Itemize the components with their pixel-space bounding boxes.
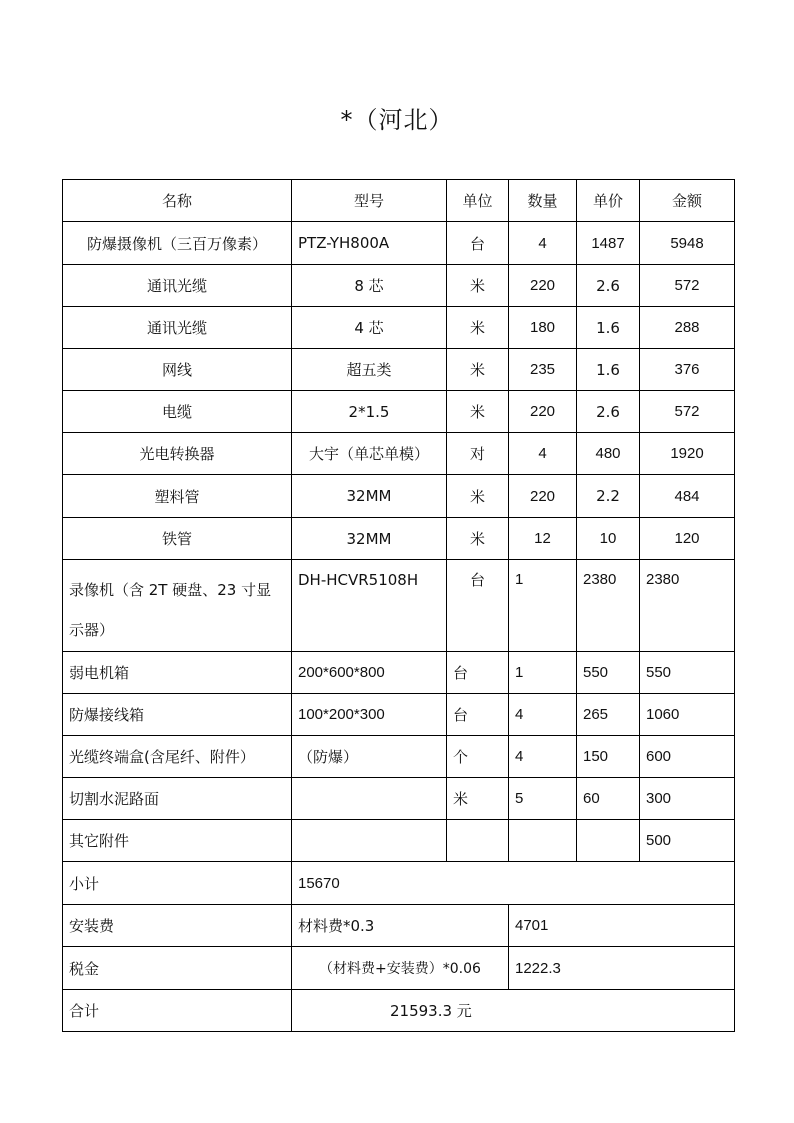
item-amount: 500 [640,820,735,862]
item-qty: 5 [509,778,577,820]
item-price: 1.6 [577,349,640,391]
item-price: 2.2 [577,475,640,518]
item-name: 光缆终端盒(含尾纤、附件） [63,736,292,778]
subtotal-label: 小计 [63,862,292,905]
header-amount: 金额 [640,180,735,222]
item-price [577,820,640,862]
item-price: 60 [577,778,640,820]
total-row [63,990,735,1032]
item-amount: 288 [640,307,735,349]
item-qty: 1 [509,560,577,652]
item-amount: 1060 [640,694,735,736]
table-row [63,307,735,349]
item-amount: 5948 [640,222,735,265]
item-price: 2.6 [577,391,640,433]
item-price: 550 [577,652,640,694]
item-price: 1.6 [577,307,640,349]
item-amount: 2380 [640,560,735,652]
item-unit: 台 [447,560,509,652]
install-value: 4701 [509,905,735,947]
table-row [63,222,735,265]
item-model: 4 芯 [292,307,447,349]
header-model: 型号 [292,180,447,222]
item-name: 通讯光缆 [63,307,292,349]
item-qty: 12 [509,518,577,560]
item-unit: 米 [447,307,509,349]
item-name: 铁管 [63,518,292,560]
item-qty [509,820,577,862]
item-amount: 600 [640,736,735,778]
item-name: 其它附件 [63,820,292,862]
item-unit: 米 [447,518,509,560]
item-name: 光电转换器 [63,433,292,475]
item-price: 480 [577,433,640,475]
item-qty: 220 [509,475,577,518]
tax-value: 1222.3 [509,947,735,990]
item-unit: 个 [447,736,509,778]
item-amount: 572 [640,265,735,307]
quote-table [62,179,735,1032]
header-unit: 单位 [447,180,509,222]
item-qty: 4 [509,433,577,475]
item-unit [447,820,509,862]
table-row [63,475,735,518]
item-model: （防爆） [292,736,447,778]
item-name: 录像机（含 2T 硬盘、23 寸显示器） [63,560,292,652]
item-name: 弱电机箱 [63,652,292,694]
table-row [63,652,735,694]
item-unit: 米 [447,349,509,391]
item-amount: 120 [640,518,735,560]
item-model: DH-HCVR5108H [292,560,447,652]
item-name: 网线 [63,349,292,391]
item-qty: 4 [509,222,577,265]
document-title: *（河北） [340,106,454,134]
header-qty: 数量 [509,180,577,222]
item-amount: 1920 [640,433,735,475]
header-price: 单价 [577,180,640,222]
item-qty: 220 [509,265,577,307]
item-unit: 台 [447,652,509,694]
subtotal-value: 15670 [292,862,735,905]
item-qty: 1 [509,652,577,694]
table-row [63,820,735,862]
item-unit: 米 [447,391,509,433]
item-name: 通讯光缆 [63,265,292,307]
item-unit: 米 [447,778,509,820]
item-price: 2380 [577,560,640,652]
table-row [63,349,735,391]
item-amount: 300 [640,778,735,820]
total-label: 合计 [63,990,292,1032]
item-unit: 对 [447,433,509,475]
install-row [63,905,735,947]
item-model: 8 芯 [292,265,447,307]
item-amount: 376 [640,349,735,391]
item-name: 塑料管 [63,475,292,518]
item-model [292,820,447,862]
item-model: 200*600*800 [292,652,447,694]
item-qty: 4 [509,694,577,736]
item-amount: 550 [640,652,735,694]
table-row [63,518,735,560]
tax-row [63,947,735,990]
item-price: 265 [577,694,640,736]
item-model: 超五类 [292,349,447,391]
item-qty: 235 [509,349,577,391]
item-qty: 180 [509,307,577,349]
subtotal-row [63,862,735,905]
tax-label: 税金 [63,947,292,990]
item-price: 10 [577,518,640,560]
item-unit: 台 [447,694,509,736]
item-price: 150 [577,736,640,778]
total-value: 21593.3 元 [292,990,735,1032]
item-qty: 4 [509,736,577,778]
table-row [63,560,735,652]
item-unit: 台 [447,222,509,265]
item-name: 防爆摄像机（三百万像素） [63,222,292,265]
table-row [63,433,735,475]
tax-formula: （材料费+安装费）*0.06 [292,947,509,990]
table-row [63,391,735,433]
table-row [63,694,735,736]
item-model: PTZ-YH800A [292,222,447,265]
header-name: 名称 [63,180,292,222]
item-model: 32MM [292,475,447,518]
install-label: 安装费 [63,905,292,947]
item-price: 2.6 [577,265,640,307]
item-model: 32MM [292,518,447,560]
table-row [63,778,735,820]
item-qty: 220 [509,391,577,433]
item-name: 电缆 [63,391,292,433]
item-model [292,778,447,820]
item-amount: 572 [640,391,735,433]
item-model: 100*200*300 [292,694,447,736]
item-unit: 米 [447,475,509,518]
item-model: 大宇（单芯单模） [292,433,447,475]
item-amount: 484 [640,475,735,518]
install-formula: 材料费*0.3 [292,905,509,947]
item-price: 1487 [577,222,640,265]
table-row [63,265,735,307]
table-row [63,736,735,778]
item-unit: 米 [447,265,509,307]
table-header-row [63,180,735,222]
item-name: 防爆接线箱 [63,694,292,736]
item-model: 2*1.5 [292,391,447,433]
item-name: 切割水泥路面 [63,778,292,820]
